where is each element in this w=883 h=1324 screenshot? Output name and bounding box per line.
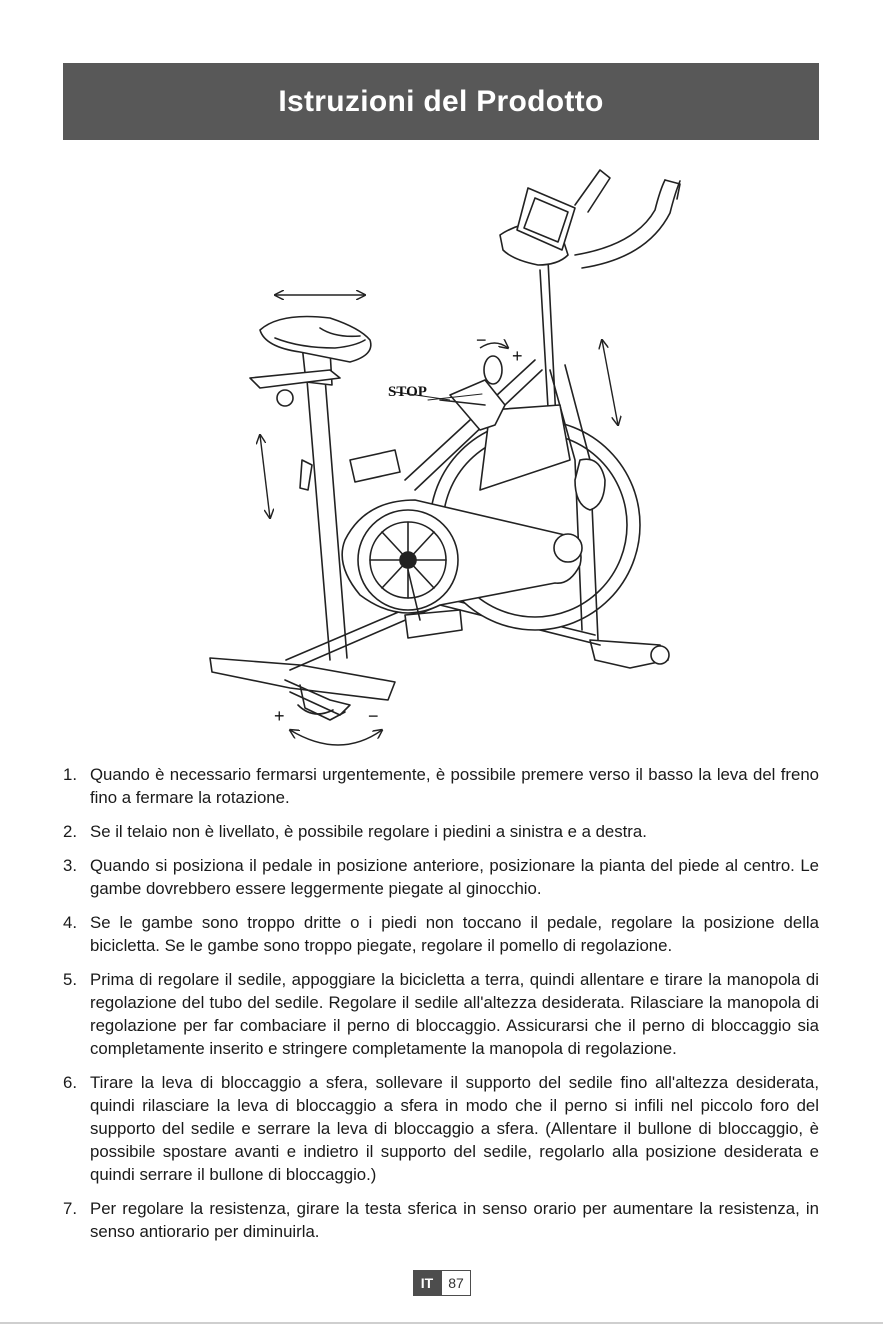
exercise-bike-illustration	[190, 160, 690, 750]
page-title: Istruzioni del Prodotto	[278, 84, 604, 118]
instruction-number: 4.	[63, 913, 77, 932]
language-badge: IT	[413, 1270, 441, 1296]
instruction-item	[63, 911, 819, 957]
header-bar	[63, 63, 819, 140]
instruction-text: Tirare la leva di bloccaggio a sfera, sollevare il supporto del sedile fino all'altezza desiderata, quindi rilasciare la leva di bloccaggio a sfera in modo che il perno si infili nel piccolo foro del supporto del sedile e serrare la leva di bloccaggio a sfera. (Allentare il bullone di bloccaggio, è possibile spostare avanti e indietro il supporto del sedile, regolarlo alla posizione desiderata e quindi serrare il bullone di bloccaggio.)	[90, 1073, 819, 1184]
instruction-number: 7.	[63, 1199, 77, 1218]
resistance-minus-label: −	[476, 330, 487, 350]
page-footer	[413, 1270, 471, 1296]
instruction-number: 5.	[63, 970, 77, 989]
instruction-number: 1.	[63, 765, 77, 784]
instruction-item	[63, 968, 819, 1060]
instruction-number: 2.	[63, 822, 77, 841]
instruction-item	[63, 1197, 819, 1243]
instruction-text: Prima di regolare il sedile, appoggiare la bicicletta a terra, quindi allentare e tirare la manopola di regolazione del tubo del sedile. Regolare il sedile all'altezza desiderata. Rilasciare la manopola di regolazione per far combaciare il perno di bloccaggio. Assicurarsi che il perno di bloccaggio sia completamente inserito e stringere completamente la manopola di regolazione.	[90, 970, 819, 1058]
instruction-text: Per regolare la resistenza, girare la testa sferica in senso orario per aumentare la resistenza, in senso antiorario per diminuirla.	[90, 1199, 819, 1241]
instruction-number: 3.	[63, 856, 77, 875]
instruction-text: Quando è necessario fermarsi urgentemente, è possibile premere verso il basso la leva del freno fino a fermare la rotazione.	[90, 765, 819, 807]
instruction-list	[63, 763, 819, 1254]
instruction-item	[63, 820, 819, 843]
instruction-item	[63, 1071, 819, 1186]
foot-minus-label: −	[368, 706, 379, 726]
instruction-text: Se le gambe sono troppo dritte o i piedi non toccano il pedale, regolare la posizione della bicicletta. Se le gambe sono troppo piegate, regolare il pomello di regolazione.	[90, 913, 819, 955]
instruction-number: 6.	[63, 1073, 77, 1092]
resistance-plus-label: +	[512, 346, 523, 366]
instruction-item	[63, 854, 819, 900]
page-number: 87	[441, 1270, 471, 1296]
instruction-text: Se il telaio non è livellato, è possibile regolare i piedini a sinistra e a destra.	[90, 822, 647, 841]
foot-plus-label: +	[274, 706, 285, 726]
stop-label: STOP	[388, 384, 427, 400]
instruction-text: Quando si posiziona il pedale in posizione anteriore, posizionare la pianta del piede al centro. Le gambe dovrebbero essere leggermente piegate al ginocchio.	[90, 856, 819, 898]
instruction-item	[63, 763, 819, 809]
